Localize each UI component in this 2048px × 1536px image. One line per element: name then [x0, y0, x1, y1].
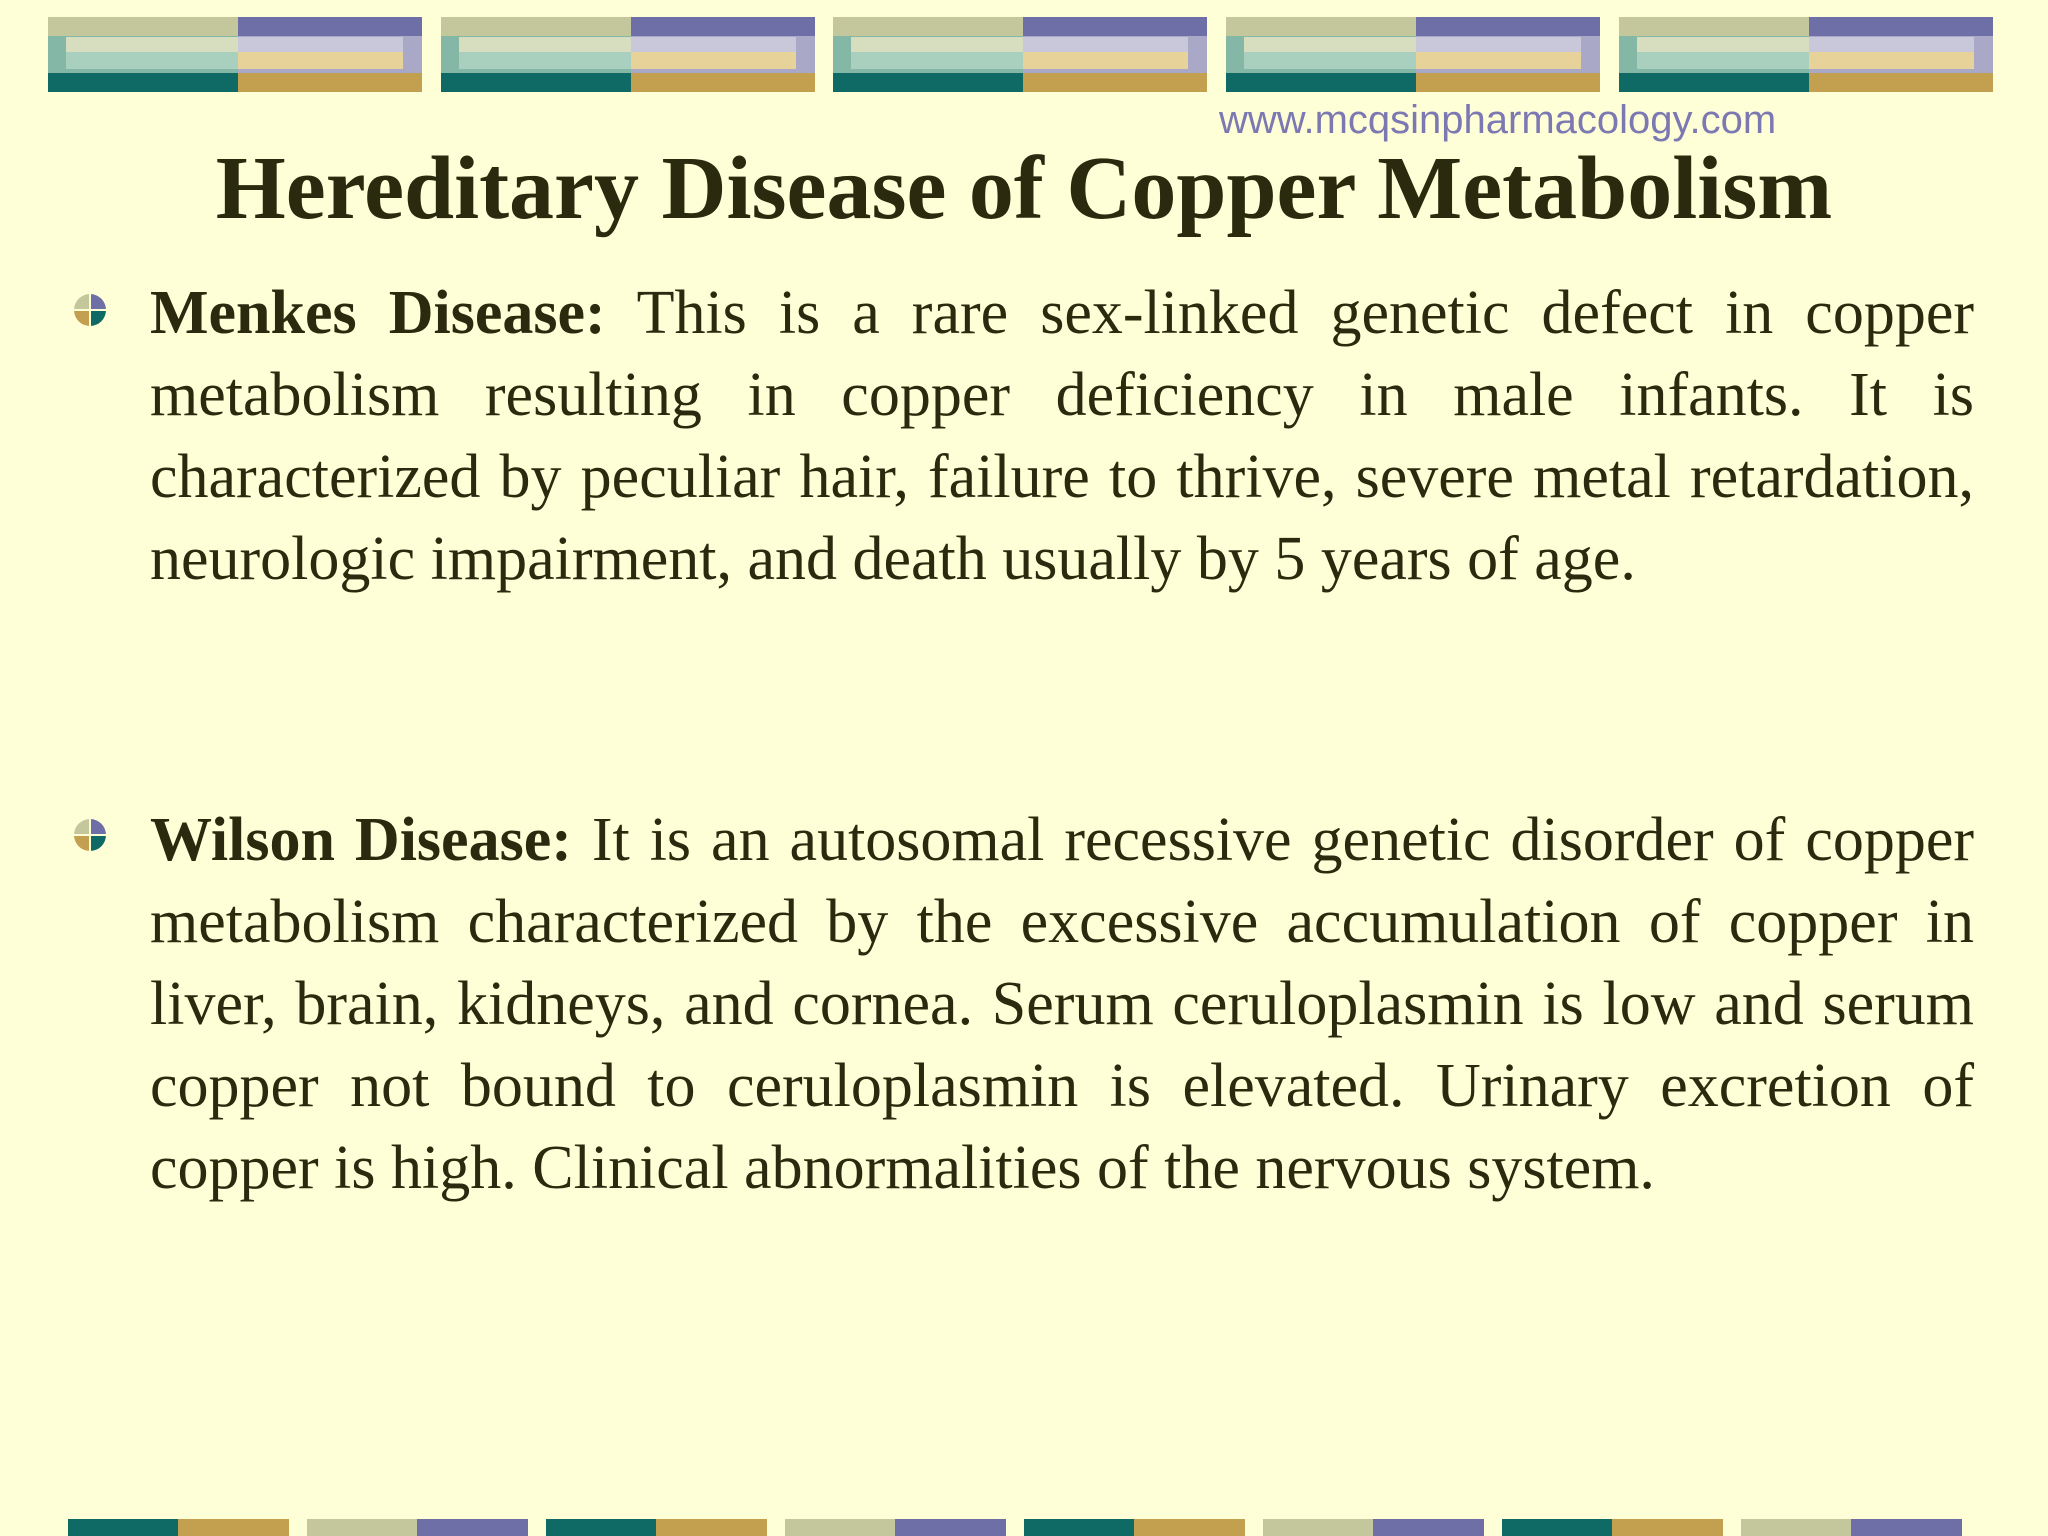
- bullet-term: Menkes Disease:: [150, 279, 606, 347]
- website-url: www.mcqsinpharmacology.com: [1219, 98, 1777, 142]
- bottom-border-tile: [1263, 1519, 1484, 1536]
- quartered-circle-bullet-icon: [70, 290, 110, 330]
- bottom-border-tile: [307, 1519, 528, 1536]
- top-border-tile: [833, 17, 1207, 92]
- bottom-border-tile: [785, 1519, 1006, 1536]
- bullet-text: This is a rare sex-linked genetic defect in copper metabolism resulting in copper deficiency in male infants. It is characterized by peculiar hair, failure to thrive, severe metal retardation, neurologic impairment, and death usually by 5 years of age.: [150, 279, 1974, 593]
- bullet-text: It is an autosomal recessive genetic disorder of copper metabolism characterized by the excessive accumulation of copper in liver, brain, kidneys, and cornea. Serum ceruloplasmin is low and serum copper not bound to ceruloplasmin is elevated. Urinary excretion of copper is high. Clinical abnormalities of the nervous system.: [150, 806, 1974, 1202]
- top-border-tile: [48, 17, 422, 92]
- top-border-tile: [441, 17, 815, 92]
- bullet-wilson-disease: [150, 799, 1974, 1209]
- bottom-border-tile: [1741, 1519, 1962, 1536]
- bullet-term: Wilson Disease:: [150, 806, 572, 874]
- bottom-border-tile: [546, 1519, 767, 1536]
- bullet-menkes-disease: [150, 272, 1974, 600]
- top-border-tile: [1226, 17, 1600, 92]
- slide-title: Hereditary Disease of Copper Metabolism: [215, 139, 1833, 238]
- top-border-tile: [1619, 17, 1993, 92]
- bottom-border-tile: [1024, 1519, 1245, 1536]
- bottom-border-tile: [1502, 1519, 1723, 1536]
- bottom-border-tile: [68, 1519, 289, 1536]
- quartered-circle-bullet-icon: [70, 815, 110, 855]
